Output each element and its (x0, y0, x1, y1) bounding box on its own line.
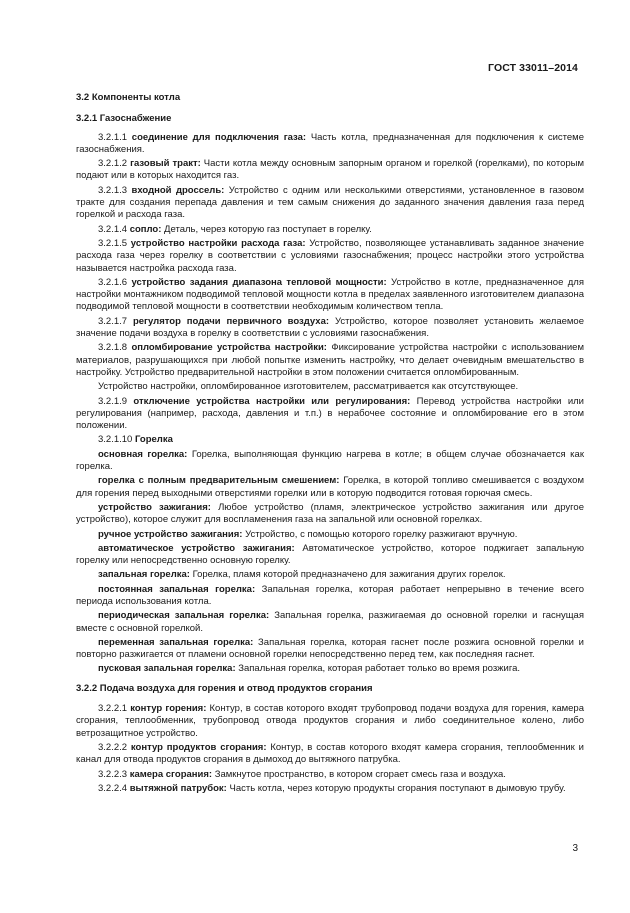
section-heading-3-2-1: 3.2.1 Газоснабжение (76, 113, 172, 125)
definition-item: запальная горелка: Горелка, пламя которой предназначено для зажигания других горелок. (98, 569, 506, 581)
definition-item: 3.2.2.1 контур горения: Контур, в состав которого входят трубопровод подачи воздуха для горения, камера сгорания, теплообменник, трубопровод отвода продуктов сгорания и либо соединительное колено, либо ветрозащитное устройство. (76, 703, 584, 739)
definition-item: 3.2.1.5 устройство настройки расхода газа: Устройство, позволяющее устанавливать заданное значение расхода газа через горелку в соответствии с условиями газоснабжения; процесс настройки этого устройства называется настройка расхода газа. (76, 237, 584, 274)
definition-item: основная горелка: Горелка, выполняющая функцию нагрева в котле; в общем случае обозначается как горелка. (76, 448, 584, 473)
definition-item: автоматическое устройство зажигания: Автоматическое устройство, которое поджигает запальную горелку или непосредственно основную горелку. (76, 542, 584, 567)
definition-item: 3.2.1.6 устройство задания диапазона тепловой мощности: Устройство в котле, предназначенное для настройки монтажником подводимой тепловой мощности котла в пределах заявленного изготовителем диапазона подводимой тепловой мощности в соответствии необходимым количеством тепла. (76, 276, 584, 313)
definition-note: Устройство настройки, опломбированное изготовителем, рассматривается как отсутствующее. (98, 381, 519, 393)
definition-item: 3.2.1.9 отключение устройства настройки или регулирования: Перевод устройства настройки или регулирования (например, расхода, давления и т.п.) в нерабочее состояние и опломбирование его в этом положении. (76, 395, 584, 432)
definition-item: 3.2.1.8 опломбирование устройства настройки: Фиксирование устройства настройки с использованием материалов, разрушающихся при любой попытке изменить настройку, что делает очевидным вмешательство в настройку. Устройство предварительной настройки в этом положении считается опломбированным. (76, 342, 584, 378)
document-body (76, 92, 584, 797)
definition-item: периодическая запальная горелка: Запальная горелка, разжигаемая до основной горелки и гаснущая вместе с основной горелкой. (76, 610, 584, 634)
definition-item: 3.2.1.2 газовый тракт: Части котла между основным запорным органом и горелкой (горелками), по которым подают или в которых находится газ. (76, 158, 585, 182)
definition-subheading: 3.2.1.10 Горелка (98, 434, 173, 446)
definition-item: 3.2.2.3 камера сгорания: Замкнутое пространство, в котором сгорает смесь газа и воздуха. (98, 768, 506, 780)
definition-item: 3.2.1.3 входной дроссель: Устройство с одним или несколькими отверстиями, установленное в газовом тракте для создания перепада давления и тем самым снижения до заданного значения давления газа перед горелкой и расхода газа. (76, 184, 584, 221)
definitions-3-2-1 (76, 132, 584, 676)
definition-item: 3.2.1.7 регулятор подачи первичного воздуха: Устройство, которое позволяет установить желаемое значение подачи воздуха в горелку в соответствии с условиями газоснабжения. (76, 315, 584, 340)
page-number: 3 (572, 843, 578, 854)
definition-item: 3.2.1.1 соединение для подключения газа: Часть котла, предназначенная для подключения к системе газоснабжения. (76, 131, 584, 155)
definition-item: переменная запальная горелка: Запальная горелка, которая гаснет после розжига основной горелки и повторно разжигается от пламени основной горелки непосредственно перед тем, как последняя гаснет. (76, 636, 584, 661)
definitions-3-2-2 (76, 703, 584, 795)
standard-header: ГОСТ 33011–2014 (488, 62, 578, 74)
definition-item: устройство зажигания: Любое устройство (пламя, электрическое устройство зажигания или другое устройство), которое служит для воспламенения газа на запальной или основной горелках. (76, 501, 584, 526)
definition-item: пусковая запальная горелка: Запальная горелка, которая работает только во время розжига. (98, 663, 521, 675)
definition-item: ручное устройство зажигания: Устройство, с помощью которого горелку разжигают вручную. (98, 528, 518, 540)
section-heading-3-2-2: 3.2.2 Подача воздуха для горения и отвод продуктов сгорания (76, 682, 373, 694)
definition-item: горелка с полным предварительным смешением: Горелка, в которой топливо смешивается с воздухом для горения перед выходными отверстиями горелки или в которую подводится готовая горючая смесь. (76, 475, 584, 499)
definition-item: 3.2.2.4 вытяжной патрубок: Часть котла, через которую продукты сгорания поступают в дымовую трубу. (98, 782, 566, 794)
definition-item: 3.2.1.4 сопло: Деталь, через которую газ поступает в горелку. (98, 223, 372, 235)
definition-item: постоянная запальная горелка: Запальная горелка, которая работает непрерывно в течение всего периода использования котла. (76, 583, 584, 607)
section-heading-3-2: 3.2 Компоненты котла (76, 92, 181, 103)
definition-item: 3.2.2.2 контур продуктов сгорания: Контур, в состав которого входят камера сгорания, теплообменник и канал для отвода продуктов сгорания в дымоход до вытяжного патрубка. (76, 741, 584, 766)
